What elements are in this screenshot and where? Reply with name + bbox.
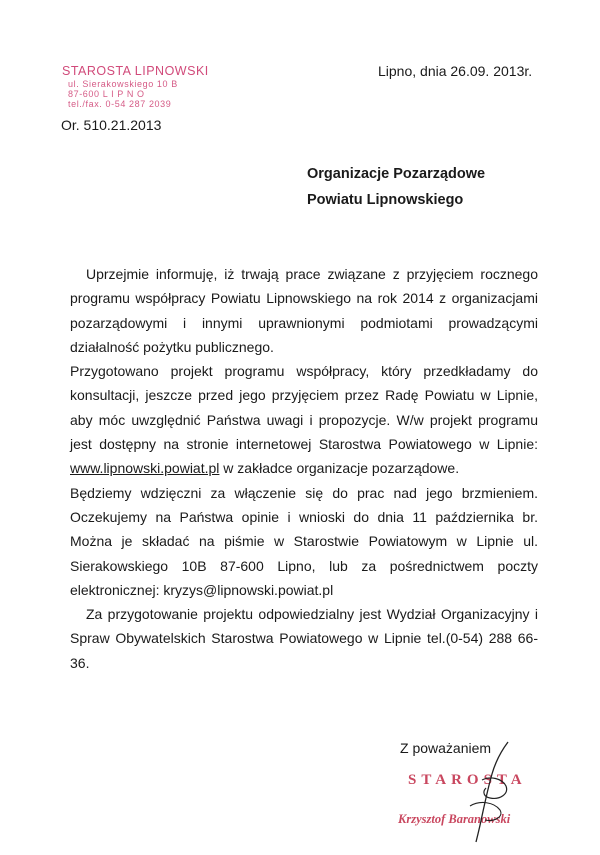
body-paragraph-4: Za przygotowanie projektu odpowiedzialny jest Wydział Organizacyjny i Spraw Obywatelskich Starostwa Powiatowego w Lipnie tel.(0-54) 288 66-36. [70, 606, 538, 671]
letter-date: Lipno, dnia 26.09. 2013r. [378, 63, 533, 79]
recipient-line-1: Organizacje Pozarządowe [307, 166, 486, 182]
signature-stamp-name: Krzysztof Baranowski [398, 812, 511, 826]
recipient-block [307, 161, 485, 213]
body-paragraph-1: Uprzejmie informuję, iż trwają prace związane z przyjęciem rocznego programu współpracy Powiatu Lipnowskiego na rok 2014 z organizacjami pozarządowymi i innymi uprawnionymi podmiotami prowadzącymi działalność pożytku publicznego. [70, 266, 538, 355]
reference-number: Or. 510.21.2013 [61, 117, 162, 133]
stamp-office-name: STAROSTA LIPNOWSKI [62, 64, 209, 78]
letterhead-stamp [62, 64, 212, 109]
paragraph-2-text: Przygotowano projekt programu współpracy, który przedkładamy do konsultacji, jeszcze przed jego przyjęciem przez Radę Powiatu w Lipnie, aby móc uwzględnić Państwa uwagi i propozycje. W/w projekt programu jest dostępny na stronie internetowej Starostwa Powiatowego w Lipnie: [70, 363, 538, 453]
handwritten-signature [390, 740, 550, 845]
closing-regards: Z poważaniem [400, 740, 492, 756]
recipient-line-2: Powiatu Lipnowskiego [307, 192, 464, 208]
signature-stamp-title: STAROSTA [408, 772, 527, 788]
stamp-phone: tel./fax. 0-54 287 2039 [68, 99, 172, 109]
paragraph-2-tail: w zakładce organizacje pozarządowe. [219, 460, 460, 477]
stamp-city: 87-600 L I P N O [68, 89, 145, 99]
body-paragraph-3: Będziemy wdzięczni za włączenie się do prac nad jego brzmieniem. Oczekujemy na Państwa opinie i wnioski do dnia 11 października br. Można je składać na piśmie w Starostwie Powiatowym w Lipnie ul. Sierakowskiego 10B 87-600 Lipno, lub za pośrednictwem poczty elektronicznej: kryzys@lipnowski.powiat.pl [70, 484, 538, 598]
letter-body [70, 262, 538, 675]
stamp-address: ul. Sierakowskiego 10 B [68, 79, 178, 89]
website-link[interactable]: www.lipnowski.powiat.pl [70, 460, 220, 477]
body-paragraph-2 [70, 359, 538, 480]
